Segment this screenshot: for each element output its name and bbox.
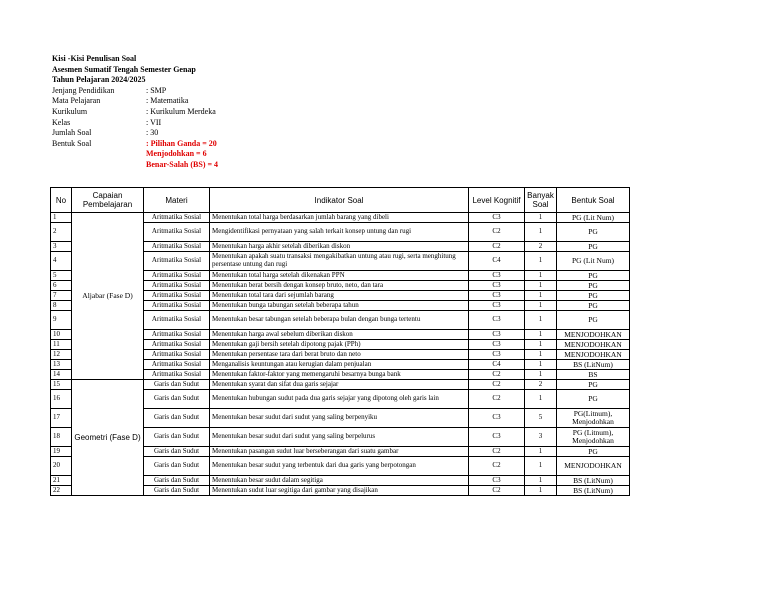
cell-level: C3 [469, 301, 525, 311]
cell-indikator: Menentukan gaji bersih setelah dipotong pajak (PPh) [210, 340, 469, 350]
cell-bentuk: PG [557, 271, 630, 281]
cell-materi: Garis dan Sudut [144, 486, 210, 496]
cell-no: 3 [51, 242, 72, 252]
cell-bentuk: MENJODOHKAN [557, 457, 630, 476]
col-level: Level Kognitif [469, 188, 525, 213]
cell-indikator: Menentukan besar sudut dalam segitiga [210, 476, 469, 486]
cell-no: 12 [51, 350, 72, 360]
cell-level: C2 [469, 223, 525, 242]
cell-indikator: Menentukan apakah suatu transaksi mengakibatkan untung atau rugi, serta menghitung persentase untung dan rugi [210, 252, 469, 271]
cell-level: C2 [469, 370, 525, 380]
cell-no: 5 [51, 271, 72, 281]
group-geometri: Geometri (Fase D) [72, 380, 144, 496]
cell-no: 19 [51, 447, 72, 457]
cell-indikator: Menentukan total harga setelah dikenakan PPN [210, 271, 469, 281]
cell-indikator: Menentukan besar tabungan setelah beberapa bulan dengan bunga tertentu [210, 311, 469, 330]
cell-no: 4 [51, 252, 72, 271]
meta-mapel: Mata Pelajaran : Matematika [52, 96, 189, 106]
cell-level: C4 [469, 252, 525, 271]
cell-no: 21 [51, 476, 72, 486]
cell-materi: Aritmatika Sosial [144, 213, 210, 223]
cell-indikator: Menentukan bunga tabungan setelah beberapa tahun [210, 301, 469, 311]
cell-bentuk: MENJODOHKAN [557, 330, 630, 340]
cell-banyak: 2 [525, 242, 557, 252]
col-banyak: Banyak Soal [525, 188, 557, 213]
col-materi: Materi [144, 188, 210, 213]
cell-no: 2 [51, 223, 72, 242]
cell-no: 6 [51, 281, 72, 291]
cell-materi: Aritmatika Sosial [144, 360, 210, 370]
col-capaian: Capaian Pembelajaran [72, 188, 144, 213]
cell-indikator: Menentukan besar sudut dari sudut yang saling berpenyiku [210, 409, 469, 428]
table-row [51, 380, 630, 390]
cell-indikator: Menentukan hubungan sudut pada dua garis sejajar yang dipotong oleh garis lain [210, 390, 469, 409]
cell-banyak: 1 [525, 486, 557, 496]
cell-level: C3 [469, 271, 525, 281]
meta-kurikulum: Kurikulum : Kurikulum Merdeka [52, 106, 216, 116]
cell-no: 14 [51, 370, 72, 380]
cell-banyak: 2 [525, 380, 557, 390]
cell-materi: Aritmatika Sosial [144, 301, 210, 311]
cell-materi: Aritmatika Sosial [144, 350, 210, 360]
meta-kelas: Kelas : VII [52, 117, 162, 127]
cell-indikator: Menentukan pasangan sudut luar berseberangan dari suatu gambar [210, 447, 469, 457]
cell-indikator: Menentukan faktor-faktor yang memengaruhi besarnya bunga bank [210, 370, 469, 380]
cell-level: C2 [469, 242, 525, 252]
cell-bentuk: PG [557, 242, 630, 252]
col-indikator: Indikator Soal [210, 188, 469, 213]
cell-materi: Aritmatika Sosial [144, 271, 210, 281]
cell-materi: Garis dan Sudut [144, 390, 210, 409]
cell-indikator: Menentukan harga awal sebelum diberikan diskon [210, 330, 469, 340]
cell-level: C3 [469, 340, 525, 350]
cell-bentuk: PG [557, 281, 630, 291]
cell-indikator: Menentukan besar sudut yang terbentuk dari dua garis yang berpotongan [210, 457, 469, 476]
cell-level: C3 [469, 281, 525, 291]
cell-no: 11 [51, 340, 72, 350]
cell-no: 10 [51, 330, 72, 340]
cell-materi: Aritmatika Sosial [144, 340, 210, 350]
group-aljabar: Aljabar (Fase D) [72, 213, 144, 380]
doc-year: Tahun Pelajaran 2024/2025 [52, 75, 146, 85]
cell-no: 9 [51, 311, 72, 330]
cell-level: C2 [469, 486, 525, 496]
cell-indikator: Menentukan total tara dari sejumlah barang [210, 291, 469, 301]
cell-bentuk: PG [557, 291, 630, 301]
cell-banyak: 1 [525, 271, 557, 281]
cell-materi: Aritmatika Sosial [144, 242, 210, 252]
cell-indikator: Menentukan syarat dan sifat dua garis sejajar [210, 380, 469, 390]
cell-materi: Aritmatika Sosial [144, 311, 210, 330]
cell-bentuk: PG [557, 380, 630, 390]
cell-banyak: 1 [525, 360, 557, 370]
cell-no: 13 [51, 360, 72, 370]
cell-indikator: Menentukan total harga berdasarkan jumlah barang yang dibeli [210, 213, 469, 223]
cell-bentuk: MENJODOHKAN [557, 340, 630, 350]
cell-bentuk: PG [557, 390, 630, 409]
cell-bentuk: PG (Lit Num) [557, 252, 630, 271]
cell-indikator: Menentukan persentase tara dari berat bruto dan neto [210, 350, 469, 360]
cell-level: C3 [469, 330, 525, 340]
cell-level: C3 [469, 291, 525, 301]
cell-no: 1 [51, 213, 72, 223]
cell-level: C3 [469, 350, 525, 360]
cell-bentuk: PG (Litnum), Menjodohkan [557, 428, 630, 447]
cell-bentuk: PG [557, 223, 630, 242]
cell-no: 17 [51, 409, 72, 428]
cell-indikator: Menentukan besar sudut dari sudut yang saling berpelurus [210, 428, 469, 447]
cell-materi: Garis dan Sudut [144, 447, 210, 457]
doc-title: Kisi -Kisi Penulisan Soal [52, 54, 137, 63]
cell-indikator: Mengidentifikasi pernyataan yang salah terkait konsep untung dan rugi [210, 223, 469, 242]
cell-bentuk: PG [557, 301, 630, 311]
cell-materi: Aritmatika Sosial [144, 291, 210, 301]
cell-banyak: 1 [525, 476, 557, 486]
cell-banyak: 1 [525, 457, 557, 476]
cell-banyak: 3 [525, 428, 557, 447]
cell-level: C2 [469, 380, 525, 390]
cell-level: C2 [469, 447, 525, 457]
cell-banyak: 1 [525, 447, 557, 457]
cell-banyak: 1 [525, 350, 557, 360]
cell-banyak: 5 [525, 409, 557, 428]
cell-indikator: Menentukan harga akhir setelah diberikan diskon [210, 242, 469, 252]
cell-indikator: Menentukan sudut luar segitiga dari gambar yang disajikan [210, 486, 469, 496]
cell-no: 7 [51, 291, 72, 301]
cell-no: 16 [51, 390, 72, 409]
cell-level: C2 [469, 390, 525, 409]
cell-banyak: 1 [525, 390, 557, 409]
cell-indikator: Menganalisis keuntungan atau kerugian dalam penjualan [210, 360, 469, 370]
cell-materi: Garis dan Sudut [144, 380, 210, 390]
cell-banyak: 1 [525, 223, 557, 242]
cell-materi: Garis dan Sudut [144, 428, 210, 447]
bentuk-benar-salah: Benar-Salah (BS) = 4 [146, 159, 219, 169]
cell-bentuk: BS [557, 370, 630, 380]
table-row [51, 213, 630, 223]
table-header-row [51, 188, 630, 213]
cell-banyak: 1 [525, 330, 557, 340]
meta-bentuk-soal: Bentuk Soal : Pilihan Ganda = 20 [52, 138, 217, 148]
cell-no: 18 [51, 428, 72, 447]
cell-level: C3 [469, 311, 525, 330]
cell-materi: Aritmatika Sosial [144, 370, 210, 380]
kisi-table [50, 187, 630, 496]
cell-banyak: 1 [525, 311, 557, 330]
cell-level: C3 [469, 476, 525, 486]
cell-banyak: 1 [525, 291, 557, 301]
cell-materi: Aritmatika Sosial [144, 281, 210, 291]
cell-level: C3 [469, 428, 525, 447]
meta-jumlah-soal: Jumlah Soal : 30 [52, 128, 159, 138]
cell-no: 20 [51, 457, 72, 476]
cell-banyak: 1 [525, 370, 557, 380]
cell-materi: Garis dan Sudut [144, 409, 210, 428]
cell-banyak: 1 [525, 281, 557, 291]
cell-banyak: 1 [525, 252, 557, 271]
cell-materi: Aritmatika Sosial [144, 223, 210, 242]
document-header [52, 54, 218, 171]
cell-bentuk: BS (LitNum) [557, 360, 630, 370]
col-no: No [51, 188, 72, 213]
cell-bentuk: PG (Lit Num) [557, 213, 630, 223]
doc-subtitle: Asesmen Sumatif Tengah Semester Genap [52, 64, 196, 74]
cell-level: C3 [469, 409, 525, 428]
bentuk-menjodohkan: Menjodohkan = 6 [146, 149, 207, 159]
cell-banyak: 1 [525, 340, 557, 350]
cell-no: 8 [51, 301, 72, 311]
cell-level: C2 [469, 457, 525, 476]
cell-materi: Aritmatika Sosial [144, 330, 210, 340]
cell-bentuk: PG [557, 311, 630, 330]
cell-banyak: 1 [525, 301, 557, 311]
cell-indikator: Menentukan berat bersih dengan konsep bruto, neto, dan tara [210, 281, 469, 291]
meta-jenjang: Jenjang Pendidikan : SMP [52, 85, 167, 95]
col-bentuk: Bentuk Soal [557, 188, 630, 213]
cell-bentuk: PG(Litnum), Menjodohkan [557, 409, 630, 428]
cell-bentuk: BS (LitNum) [557, 476, 630, 486]
cell-bentuk: BS (LitNum) [557, 486, 630, 496]
cell-level: C3 [469, 213, 525, 223]
cell-no: 22 [51, 486, 72, 496]
cell-materi: Garis dan Sudut [144, 476, 210, 486]
cell-materi: Garis dan Sudut [144, 457, 210, 476]
cell-bentuk: PG [557, 447, 630, 457]
cell-level: C4 [469, 360, 525, 370]
cell-no: 15 [51, 380, 72, 390]
cell-bentuk: MENJODOHKAN [557, 350, 630, 360]
cell-banyak: 1 [525, 213, 557, 223]
cell-materi: Aritmatika Sosial [144, 252, 210, 271]
